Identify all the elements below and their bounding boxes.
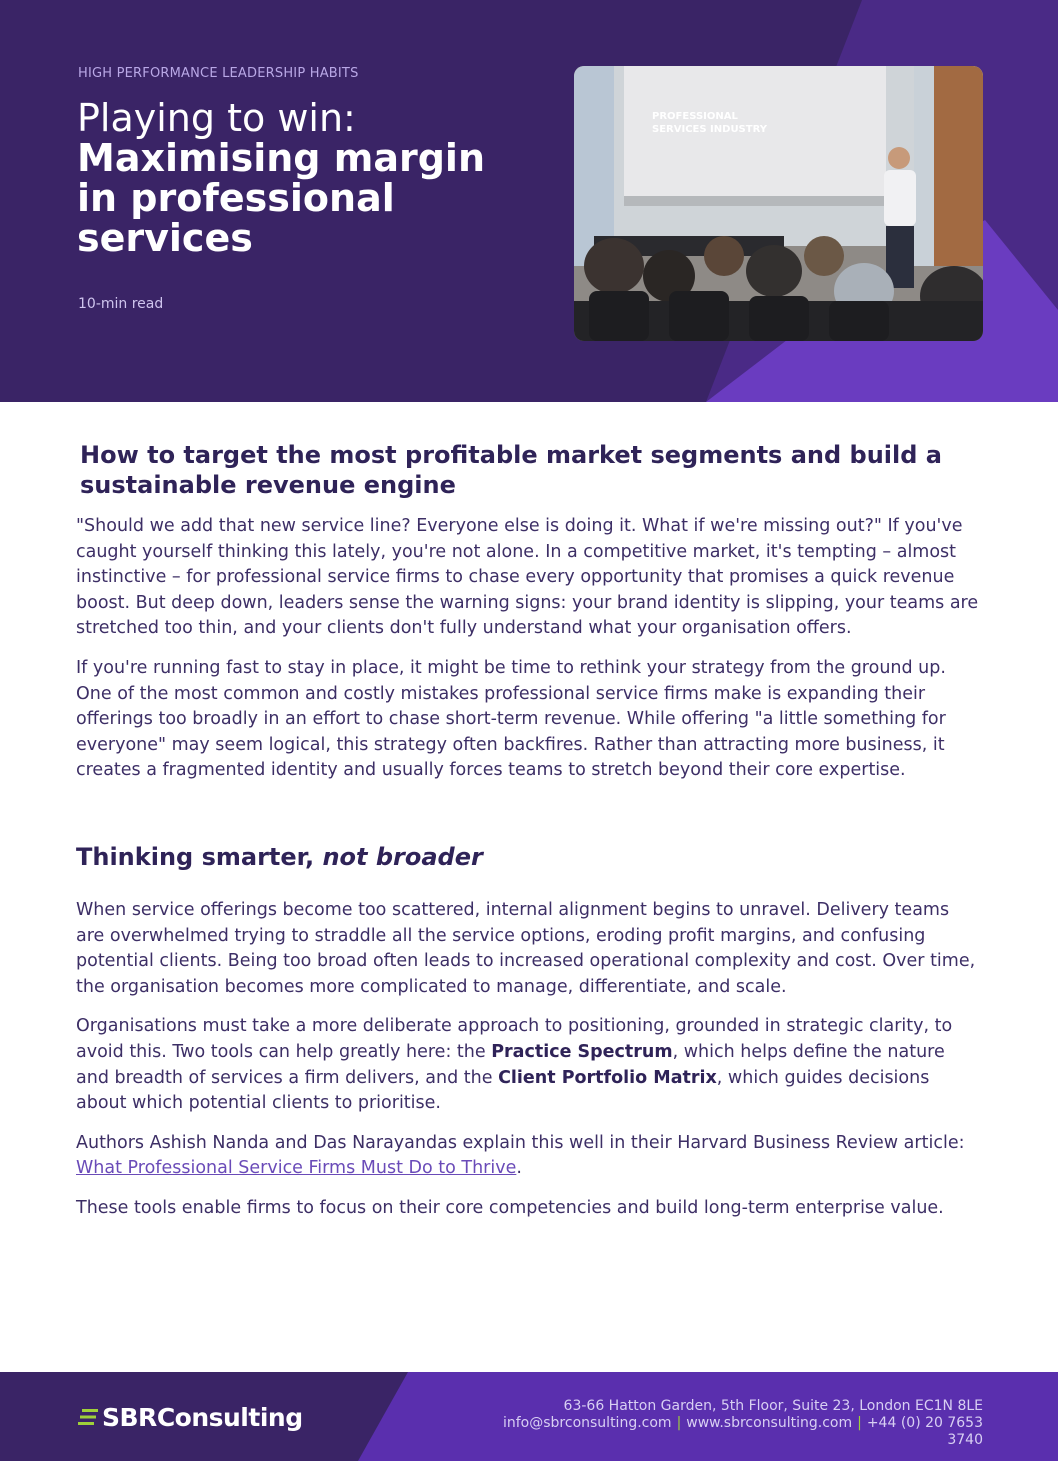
intro-paragraph-1: "Should we add that new service line? Everyone else is doing it. What if we're missing out?" If you've caught yourself thinking this lately, you're not alone. In a competitive market, it's tempting – almost instinctive – for professional service firms to chase every opportunity that promises a quick revenue boost. But deep down, leaders sense the warning signs: your brand identity is slipping, your teams are stretched too thin, and your clients don't fully understand what your organisation offers.: [76, 516, 979, 639]
footer-phone[interactable]: +44 (0) 20 7653 3740: [866, 1415, 983, 1448]
separator: |: [676, 1415, 682, 1431]
footer-website[interactable]: www.sbrconsulting.com: [686, 1415, 853, 1431]
header-photo: [574, 66, 983, 341]
photo-screen-caption: [652, 110, 767, 136]
section-paragraph-3: [76, 1131, 981, 1182]
hbr-article-link[interactable]: What Professional Service Firms Must Do to Thrive: [76, 1158, 517, 1179]
logo-sbr: SBR: [102, 1402, 157, 1432]
article-kicker: HIGH PERFORMANCE LEADERSHIP HABITS: [78, 66, 359, 81]
sbr-consulting-logo[interactable]: [78, 1400, 303, 1434]
section-heading-thinking-smarter: [76, 842, 981, 872]
hero-banner: [0, 0, 1058, 402]
footer-contact-line: [463, 1415, 983, 1449]
logo-consulting: Consulting: [156, 1402, 303, 1432]
text-run: Authors Ashish Nanda and Das Narayandas explain this well in their Harvard Business Review article:: [76, 1132, 965, 1153]
text-run: , which helps define the nature and breadth of services a firm delivers, and the: [76, 1041, 945, 1088]
section-paragraph-2: [76, 1014, 981, 1116]
logo-wordmark: [102, 1403, 303, 1432]
section-paragraph-4: These tools enable firms to focus on their core competencies and build long-term enterprise value.: [76, 1197, 944, 1218]
photo-screen-line-2: SERVICES INDUSTRY: [652, 124, 767, 135]
footer-email[interactable]: info@sbrconsulting.com: [502, 1415, 672, 1431]
section-heading-italic: not broader: [322, 842, 483, 871]
conference-photo-illustration: [574, 66, 983, 341]
photo-screen-line-1: PROFESSIONAL: [652, 111, 738, 122]
section-heading-plain: Thinking smarter,: [76, 842, 323, 871]
title-line-1: Playing to win:: [77, 96, 356, 140]
client-portfolio-matrix-term: Client Portfolio Matrix: [498, 1067, 717, 1088]
text-run: Organisations must take a more deliberate approach to positioning, grounded in strategic clarity, to avoid this. Two tools can help greatly here: the: [76, 1016, 953, 1062]
separator: |: [857, 1415, 862, 1431]
footer-address: 63-66 Hatton Garden, 5th Floor, Suite 23, London EC1N 8LE: [563, 1398, 983, 1414]
read-time: 10-min read: [78, 296, 164, 312]
article-title: [77, 98, 517, 258]
intro-paragraph-2: If you're running fast to stay in place, it might be time to rethink your strategy from the ground up. One of the most common and costly mistakes professional service firms make is expanding their offerings too broadly in an effort to chase short-term revenue. While offering "a little something for everyone" may seem logical, this strategy often backfires. Rather than attracting more business, it creates a fragmented identity and usually forces teams to stretch beyond their core expertise.: [76, 657, 946, 781]
text-run: .: [516, 1158, 522, 1179]
article-body: [76, 440, 981, 1235]
text-run: , which guides decisions about which potential clients to prioritise.: [76, 1067, 930, 1114]
practice-spectrum-term: Practice Spectrum: [491, 1041, 673, 1062]
title-line-2: Maximising margin in professional services: [77, 136, 485, 260]
logo-speed-lines-icon: [78, 1406, 98, 1428]
section-paragraph-1: When service offerings become too scattered, internal alignment begins to unravel. Delivery teams are overwhelmed trying to straddle all the service options, eroding profit margins, and confusing potential clients. Being too broad often leads to increased operational complexity and cost. Over time, the organisation becomes more complicated to manage, differentiate, and scale.: [76, 899, 976, 997]
intro-heading: How to target the most profitable market segments and build a sustainable revenue engine: [80, 441, 942, 499]
footer-contact: [463, 1398, 983, 1449]
